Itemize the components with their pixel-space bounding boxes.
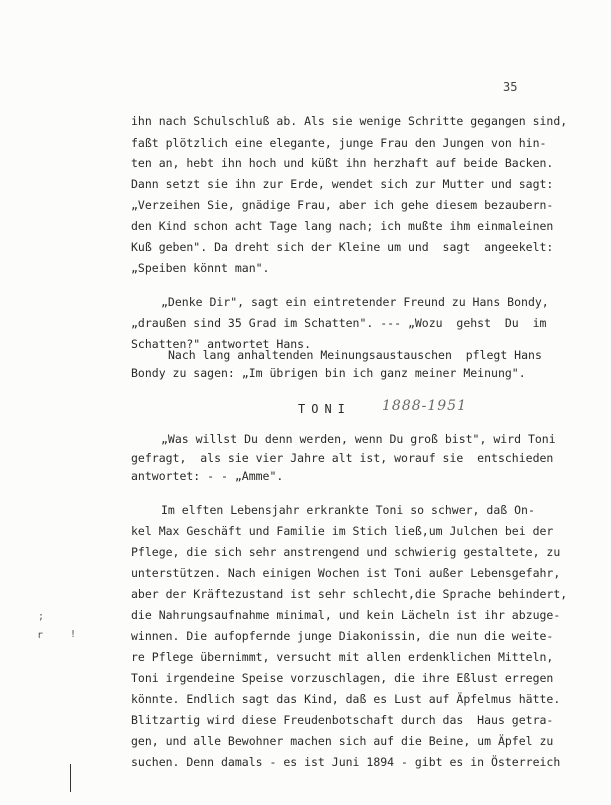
text-line: Pflege, die sich sehr anstrengend und schwierig gestaltete, zu [131, 545, 561, 559]
margin-mark-left: r [37, 630, 44, 641]
margin-mark-mid: ! [70, 629, 77, 640]
text-line: „draußen sind 35 Grad im Schatten". --- „Wozu gehst Du im [131, 316, 547, 330]
text-line: „Verzeihen Sie, gnädige Frau, aber ich gehe diesem bezaubern- [131, 198, 554, 212]
text-line: antwortet: - - „Amme". [131, 469, 284, 483]
text-line: kel Max Geschäft und Familie im Stich ließ,um Julchen bei der [131, 524, 554, 538]
text-line: gefragt, als sie vier Jahre alt ist, worauf sie entschieden [131, 451, 554, 465]
text-line: Kuß geben". Da dreht sich der Kleine um und sagt angeekelt: [131, 240, 554, 254]
page-number: 35 [503, 80, 518, 94]
text-line: „Was willst Du denn werden, wenn Du groß bist", wird Toni [161, 432, 556, 446]
text-line: die Nahrungsaufnahme minimal, und kein Lächeln ist ihr abzuge- [131, 608, 561, 622]
text-line: „Speiben könnt man". [131, 261, 270, 275]
text-line: Im elften Lebensjahr erkrankte Toni so schwer, daß On- [161, 503, 535, 517]
text-line: könnte. Endlich sagt das Kind, daß es Lust auf Äpfelmus hätte. [131, 692, 561, 706]
text-line: aber der Kräftezustand ist sehr schlecht,die Sprache behindert, [131, 587, 568, 601]
text-line: faßt plötzlich eine elegante, junge Frau den Jungen von hin- [131, 136, 547, 150]
handwritten-date-note: 1888-1951 [382, 398, 467, 414]
text-line: den Kind schon acht Tage lang nach; ich mußte ihm einmaleinen [131, 219, 554, 233]
text-line: Blitzartig wird diese Freudenbotschaft durch das Haus getra- [131, 713, 554, 727]
margin-mark-upper: ; [38, 611, 45, 622]
text-line: Bondy zu sagen: „Im übrigen bin ich ganz meiner Meinung". [131, 366, 526, 380]
text-line: re Pflege übernimmt, versucht mit allen erdenklichen Mitteln, [131, 650, 554, 664]
text-line: winnen. Die aufopfernde junge Diakonissin, die nun die weite- [131, 629, 554, 643]
text-line: „Denke Dir", sagt ein eintretender Freund zu Hans Bondy, [161, 295, 549, 309]
text-line: ihn nach Schulschluß ab. Als sie wenige Schritte gegangen sind, [131, 114, 568, 128]
text-line: suchen. Denn damals - es ist Juni 1894 - gibt es in Österreich [131, 755, 561, 769]
text-line: Dann setzt sie ihn zur Erde, wendet sich zur Mutter und sagt: [131, 177, 554, 191]
text-line: Nach lang anhaltenden Meinungsaustauschen pflegt Hans [168, 348, 542, 362]
margin-bar [70, 764, 71, 792]
text-line: unterstützen. Nach einigen Wochen ist Toni außer Lebensgefahr, [131, 566, 561, 580]
text-line: Toni irgendeine Speise vorzuschlagen, die ihre Eßlust erregen [131, 671, 554, 685]
text-line: Schatten?" antwortet Hans. [131, 337, 312, 351]
section-heading: TONI [298, 402, 351, 416]
text-line: ten an, hebt ihn hoch und küßt ihn herzhaft auf beide Backen. [131, 156, 554, 170]
text-line: gen, und alle Bewohner machen sich auf die Beine, um Äpfel zu [131, 734, 554, 748]
